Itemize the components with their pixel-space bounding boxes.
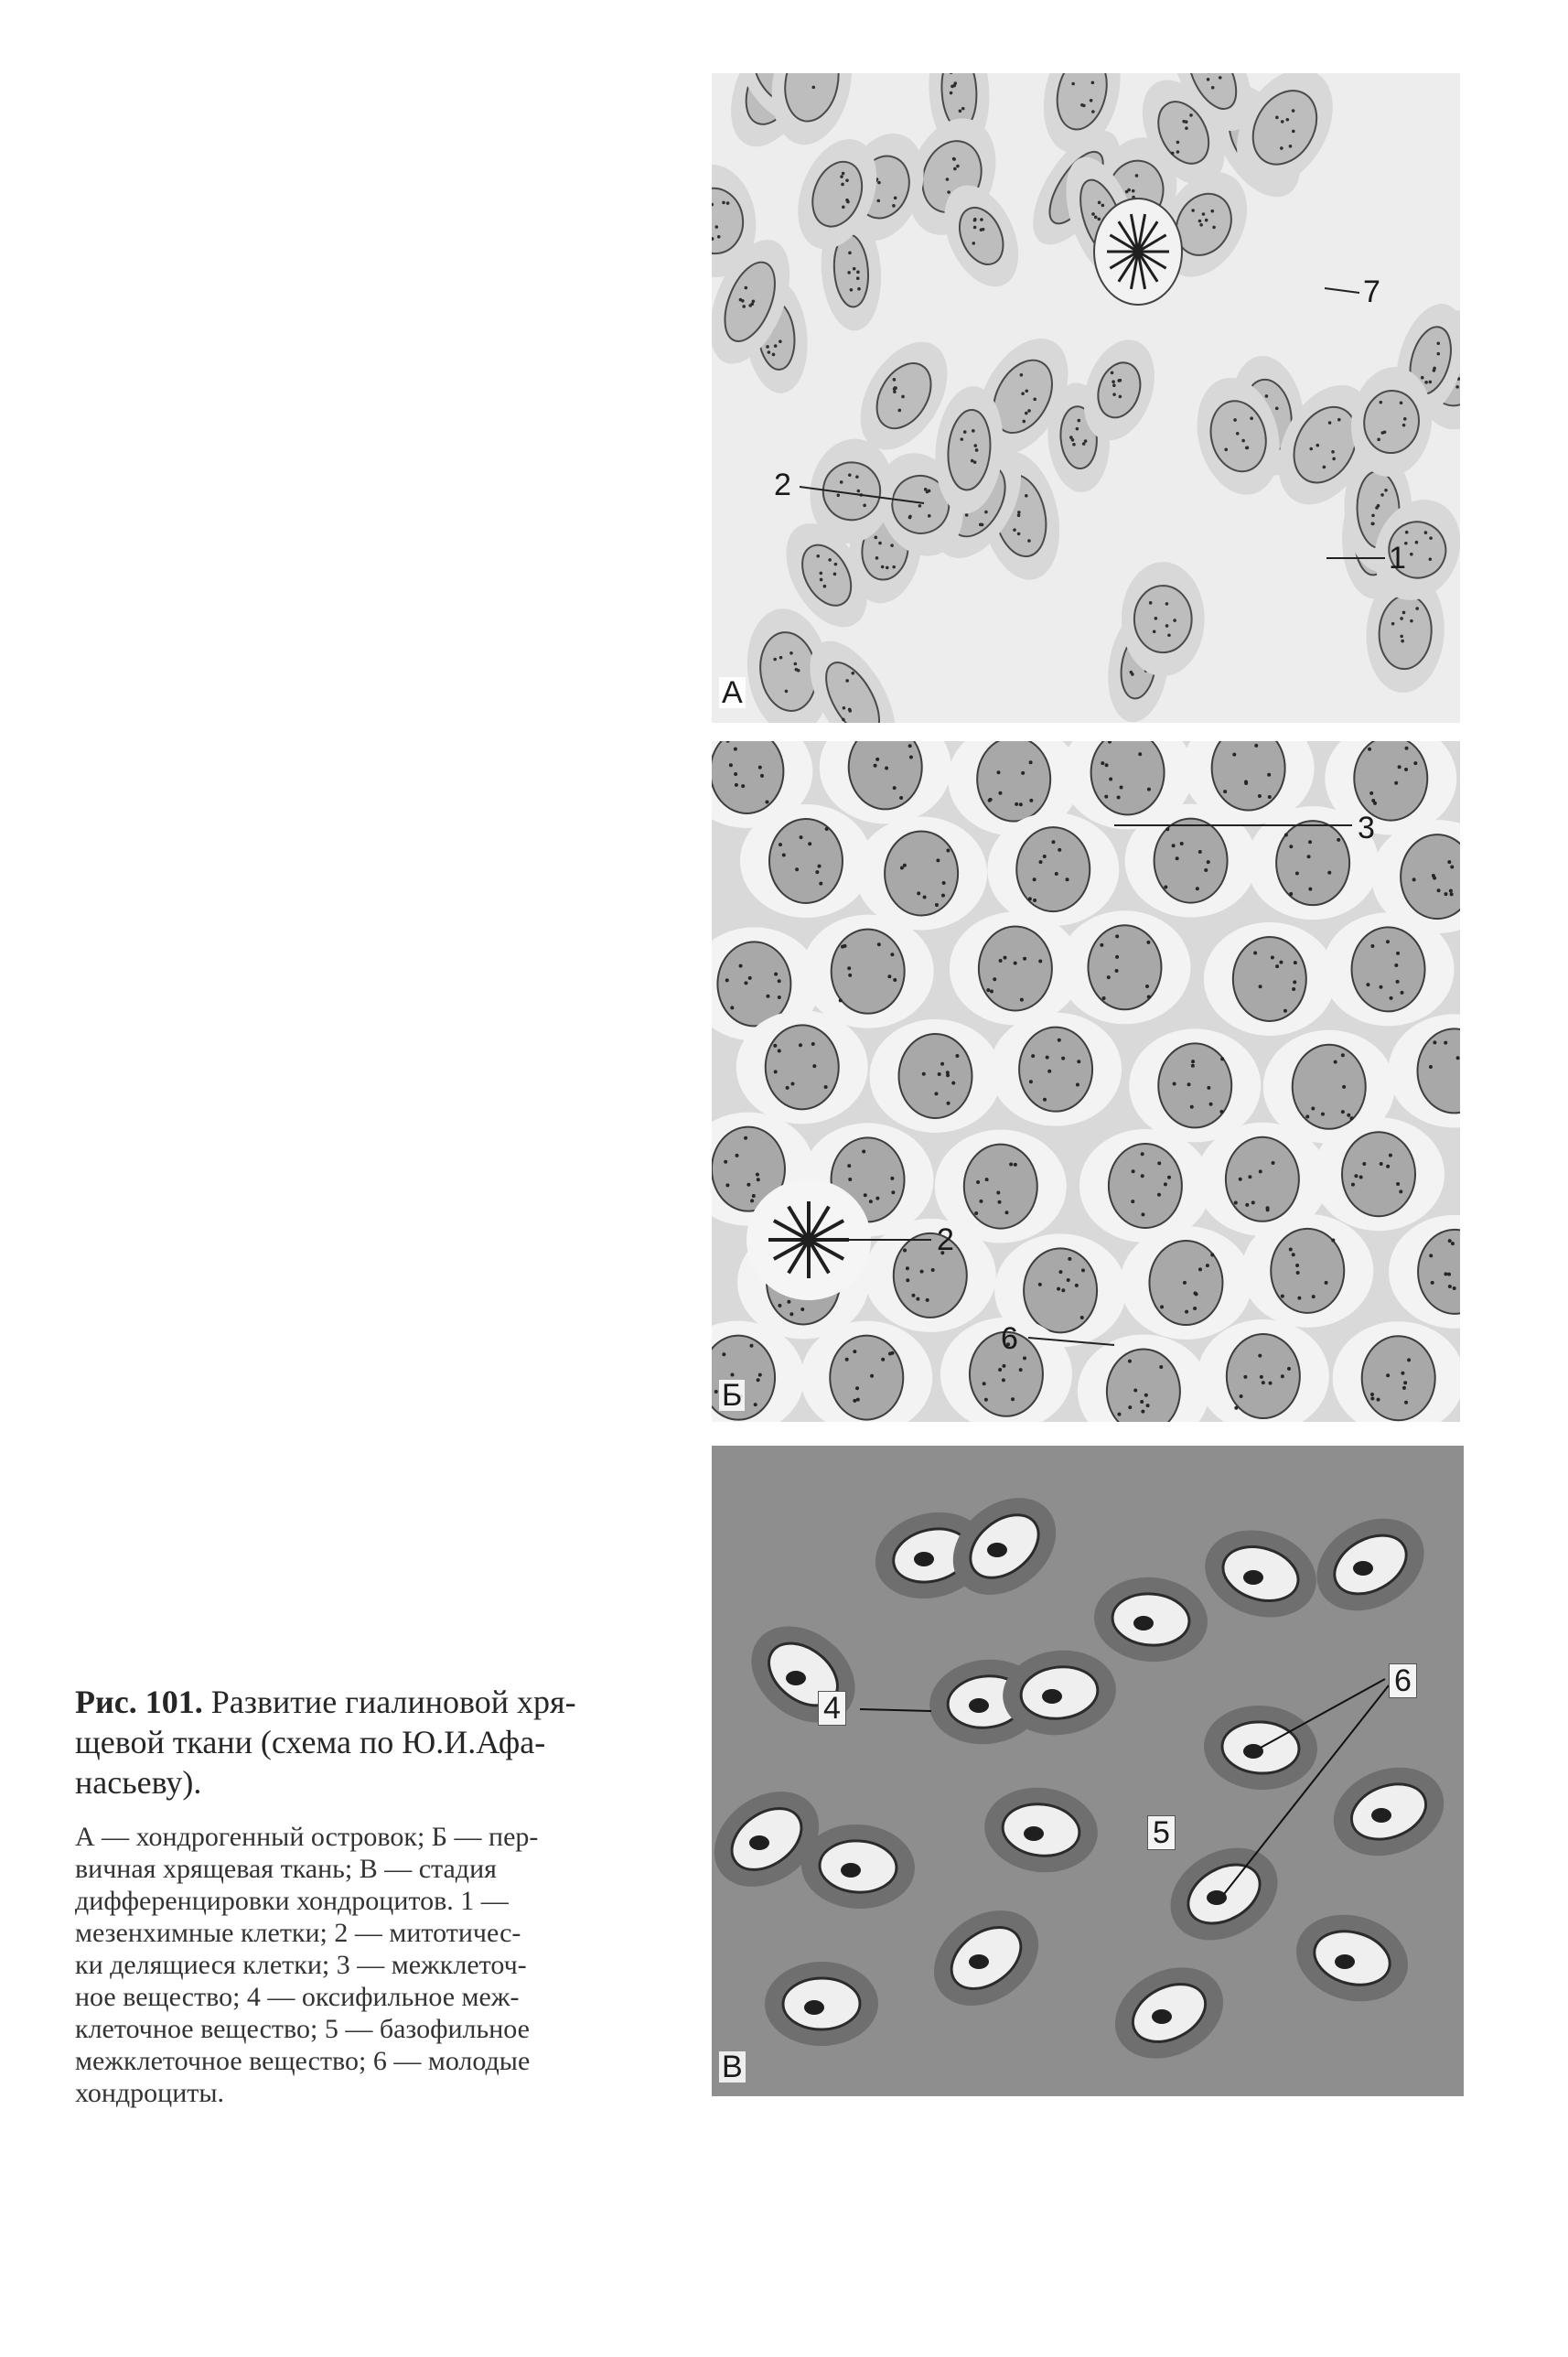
panel-a-chondrogenic-island [712,73,1460,723]
mesenchymal-cells [712,73,1460,723]
caption-title-line-1: Развитие гиалиновой хря- [210,1684,576,1720]
caption-title [75,1682,660,1803]
cartilage-cells [712,741,1460,1422]
legend-line: клеточное вещество; 5 — базофильное [75,2014,530,2044]
legend-line: А — хондрогенный островок; Б — пер- [75,1822,539,1852]
mitotic-cell [1094,199,1182,305]
chondrocytes [712,1478,1456,2076]
panel-letter-b: Б [719,1380,745,1411]
figure-caption [75,1682,660,2109]
label-2: 2 [937,1222,954,1257]
label-3: 3 [1358,811,1375,845]
figure-number: Рис. 101. [75,1684,203,1720]
label-6: 6 [1389,1663,1417,1698]
label-2: 2 [774,468,791,502]
legend-line: ки делящиеся клетки; 3 — межклеточ- [75,1950,527,1980]
legend-line: мезенхимные клетки; 2 — митотичес- [75,1918,521,1948]
legend-line: межклеточное вещество; 6 — молодые [75,2046,531,2076]
micrograph-b [712,741,1460,1422]
panel-letter-a: А [719,677,746,708]
caption-title-line-2: щевой ткани (схема по Ю.И.Афа- [75,1724,546,1760]
label-7: 7 [1363,274,1380,309]
caption-title-line-3: насьеву). [75,1764,202,1801]
legend-line: вичная хрящевая ткань; В — стадия [75,1854,497,1884]
panel-b-primary-cartilage [712,741,1460,1422]
legend-line: хондроциты. [75,2078,225,2108]
caption-legend [75,1821,660,2109]
label-4: 4 [818,1691,846,1726]
panel-letter-v: В [719,2051,746,2083]
panel-v-chondrocyte-differentiation [712,1446,1464,2096]
legend-line: ное вещество; 4 — оксифильное меж- [75,1982,520,2012]
micrograph-v [712,1446,1464,2096]
micrograph-a [712,73,1460,723]
legend-line: дифференцировки хондроцитов. 1 — [75,1886,509,1916]
label-6: 6 [1001,1321,1018,1356]
label-1: 1 [1389,541,1406,576]
label-5: 5 [1147,1815,1176,1850]
